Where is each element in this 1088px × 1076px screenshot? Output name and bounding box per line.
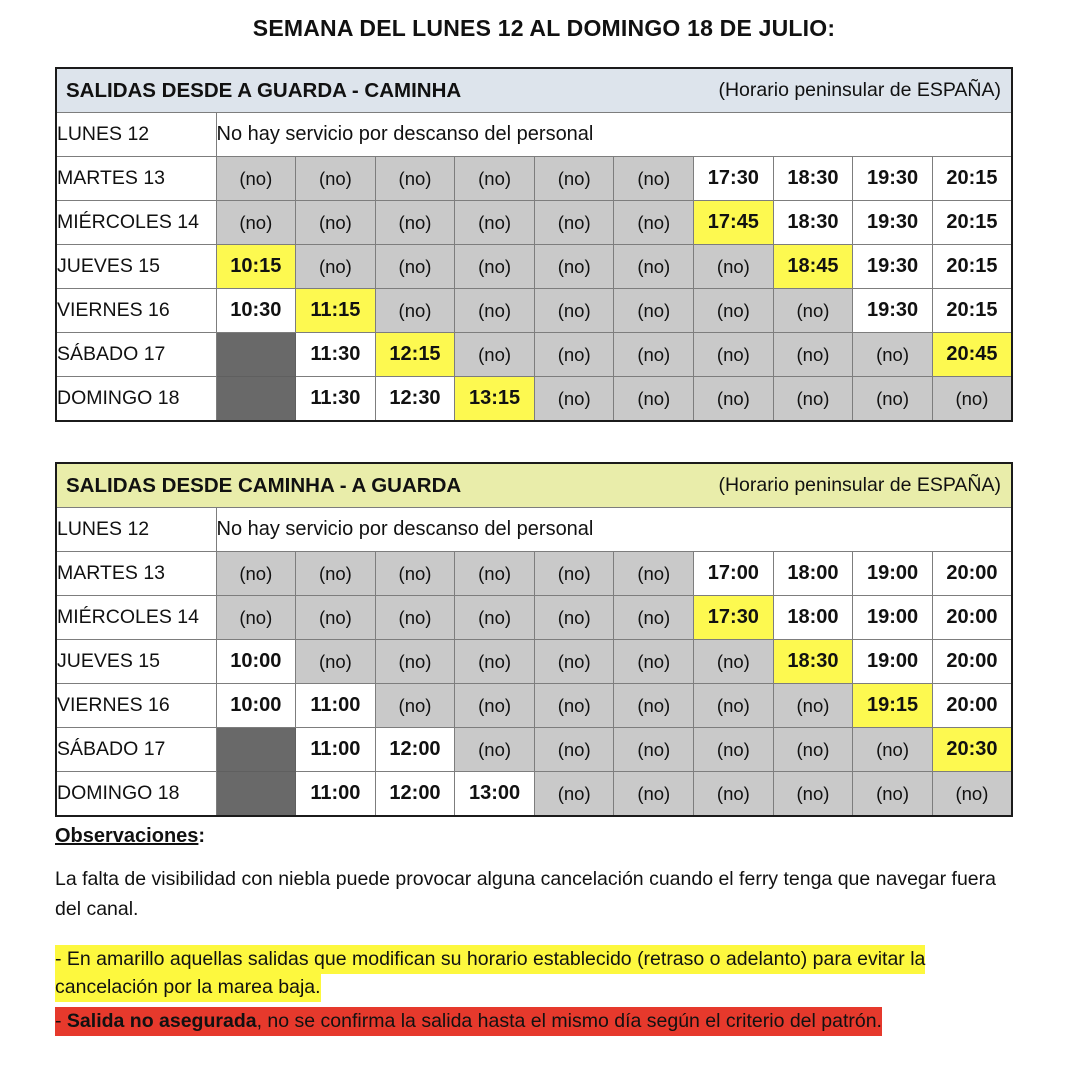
departure-time-cell: 10:30 (216, 289, 296, 333)
schedule-row (56, 289, 1012, 333)
no-service-cell: (no) (296, 596, 376, 640)
departure-time-cell: 18:30 (773, 201, 853, 245)
departure-time-cell: 17:00 (694, 552, 774, 596)
blocked-cell (216, 333, 296, 377)
departure-time-cell: 18:00 (773, 552, 853, 596)
observations-heading (55, 825, 1013, 848)
schedule-row (56, 377, 1012, 422)
no-service-cell: (no) (534, 377, 614, 422)
departure-time-cell: 19:30 (853, 201, 933, 245)
no-service-cell: (no) (614, 728, 694, 772)
day-label: LUNES 12 (56, 508, 216, 552)
no-service-cell: (no) (216, 596, 296, 640)
modified-departure-time-cell: 20:45 (932, 333, 1012, 377)
departure-time-cell: 11:00 (296, 684, 376, 728)
modified-departure-time-cell: 20:30 (932, 728, 1012, 772)
schedule-row (56, 508, 1012, 552)
no-service-cell: (no) (455, 157, 535, 201)
departure-time-cell: 19:00 (853, 552, 933, 596)
observations-section (55, 825, 1013, 1035)
yellow-legend-text: - En amarillo aquellas salidas que modifican su horario establecido (retraso o adelanto) para evitar la cancelación por la marea baja. (55, 945, 925, 1001)
no-service-cell: (no) (773, 684, 853, 728)
day-label: MARTES 13 (56, 552, 216, 596)
departure-time-cell: 11:30 (296, 333, 376, 377)
table-header-row (56, 68, 1012, 113)
departure-time-cell: 20:00 (932, 596, 1012, 640)
departure-time-cell: 20:00 (932, 640, 1012, 684)
no-service-cell: (no) (773, 289, 853, 333)
table-title: SALIDAS DESDE A GUARDA - CAMINHA (66, 78, 462, 102)
modified-departure-time-cell: 11:15 (296, 289, 376, 333)
modified-departure-time-cell: 18:30 (773, 640, 853, 684)
no-service-cell: (no) (614, 772, 694, 817)
schedule-row (56, 728, 1012, 772)
no-service-note: No hay servicio por descanso del personal (216, 113, 1012, 157)
departure-time-cell: 10:00 (216, 684, 296, 728)
no-service-cell: (no) (375, 245, 455, 289)
day-label: SÁBADO 17 (56, 333, 216, 377)
departure-time-cell: 19:00 (853, 640, 933, 684)
departures-table-a-guarda-caminha (55, 67, 1013, 422)
departure-time-cell: 12:00 (375, 772, 455, 817)
table-header (56, 463, 1012, 508)
no-service-cell: (no) (853, 772, 933, 817)
schedule-row (56, 596, 1012, 640)
departure-time-cell: 20:15 (932, 157, 1012, 201)
blocked-cell (216, 772, 296, 817)
schedule-row (56, 684, 1012, 728)
no-service-cell: (no) (455, 640, 535, 684)
no-service-cell: (no) (375, 201, 455, 245)
day-label: JUEVES 15 (56, 640, 216, 684)
no-service-cell: (no) (534, 772, 614, 817)
no-service-cell: (no) (455, 552, 535, 596)
no-service-cell: (no) (694, 333, 774, 377)
no-service-cell: (no) (694, 289, 774, 333)
no-service-cell: (no) (375, 596, 455, 640)
no-service-cell: (no) (614, 596, 694, 640)
no-service-cell: (no) (534, 640, 614, 684)
modified-departure-time-cell: 13:15 (455, 377, 535, 422)
no-service-cell: (no) (614, 201, 694, 245)
no-service-cell: (no) (455, 728, 535, 772)
no-service-cell: (no) (455, 333, 535, 377)
day-label: LUNES 12 (56, 113, 216, 157)
departures-table-caminha-a-guarda (55, 462, 1013, 817)
no-service-cell: (no) (534, 684, 614, 728)
day-label: MIÉRCOLES 14 (56, 201, 216, 245)
no-service-cell: (no) (534, 289, 614, 333)
modified-departure-time-cell: 18:45 (773, 245, 853, 289)
day-label: SÁBADO 17 (56, 728, 216, 772)
departure-time-cell: 12:00 (375, 728, 455, 772)
schedule-row (56, 157, 1012, 201)
red-legend-bold-text: Salida no asegurada (67, 1007, 257, 1036)
no-service-cell: (no) (455, 245, 535, 289)
no-service-cell: (no) (694, 245, 774, 289)
no-service-cell: (no) (614, 289, 694, 333)
no-service-cell: (no) (534, 552, 614, 596)
no-service-cell: (no) (614, 684, 694, 728)
no-service-cell: (no) (694, 640, 774, 684)
red-legend-rest-text: , no se confirma la salida hasta el mismo día según el criterio del patrón. (257, 1007, 882, 1036)
no-service-cell: (no) (296, 157, 376, 201)
no-service-cell: (no) (375, 289, 455, 333)
no-service-cell: (no) (296, 640, 376, 684)
departure-time-cell: 18:30 (773, 157, 853, 201)
no-service-cell: (no) (455, 201, 535, 245)
modified-departure-time-cell: 19:15 (853, 684, 933, 728)
departure-time-cell: 13:00 (455, 772, 535, 817)
no-service-cell: (no) (614, 640, 694, 684)
fog-warning-paragraph: La falta de visibilidad con niebla puede provocar alguna cancelación cuando el ferry tenga que navegar fuera del canal. (55, 868, 996, 921)
no-service-cell: (no) (296, 552, 376, 596)
departure-time-cell: 11:30 (296, 377, 376, 422)
table-header-content (57, 474, 1011, 498)
no-service-cell: (no) (694, 684, 774, 728)
no-service-cell: (no) (694, 728, 774, 772)
no-service-cell: (no) (534, 245, 614, 289)
no-service-cell: (no) (614, 377, 694, 422)
no-service-cell: (no) (296, 201, 376, 245)
no-service-cell: (no) (773, 333, 853, 377)
red-legend-note (55, 1008, 1013, 1035)
no-service-cell: (no) (694, 377, 774, 422)
modified-departure-time-cell: 12:15 (375, 333, 455, 377)
no-service-cell: (no) (375, 157, 455, 201)
modified-departure-time-cell: 17:30 (694, 596, 774, 640)
no-service-cell: (no) (694, 772, 774, 817)
table-header-row (56, 463, 1012, 508)
no-service-cell: (no) (534, 201, 614, 245)
departure-time-cell: 20:00 (932, 552, 1012, 596)
no-service-cell: (no) (534, 728, 614, 772)
day-label: MARTES 13 (56, 157, 216, 201)
no-service-cell: (no) (773, 728, 853, 772)
departure-time-cell: 20:15 (932, 289, 1012, 333)
no-service-cell: (no) (216, 201, 296, 245)
no-service-cell: (no) (853, 377, 933, 422)
day-label: MIÉRCOLES 14 (56, 596, 216, 640)
timezone-note: (Horario peninsular de ESPAÑA) (718, 474, 1001, 496)
no-service-cell: (no) (614, 552, 694, 596)
yellow-legend-note (55, 946, 1005, 1001)
page-title: SEMANA DEL LUNES 12 AL DOMINGO 18 DE JULIO: (252, 15, 836, 41)
no-service-cell: (no) (853, 728, 933, 772)
no-service-cell: (no) (375, 552, 455, 596)
no-service-cell: (no) (216, 552, 296, 596)
departure-time-cell: 19:30 (853, 245, 933, 289)
no-service-cell: (no) (534, 157, 614, 201)
observations-heading-colon: : (198, 825, 206, 847)
schedule-row (56, 333, 1012, 377)
modified-departure-time-cell: 17:45 (694, 201, 774, 245)
departure-time-cell: 17:30 (694, 157, 774, 201)
departure-time-cell: 11:00 (296, 728, 376, 772)
no-service-cell: (no) (455, 289, 535, 333)
table-header-content (57, 79, 1011, 103)
departure-time-cell: 18:00 (773, 596, 853, 640)
table-title: SALIDAS DESDE CAMINHA - A GUARDA (66, 473, 462, 497)
no-service-cell: (no) (375, 640, 455, 684)
no-service-cell: (no) (534, 333, 614, 377)
no-service-cell: (no) (614, 245, 694, 289)
day-label: DOMINGO 18 (56, 377, 216, 422)
no-service-cell: (no) (614, 157, 694, 201)
departure-time-cell: 20:15 (932, 245, 1012, 289)
no-service-cell: (no) (773, 772, 853, 817)
departure-time-cell: 19:00 (853, 596, 933, 640)
departure-time-cell: 20:15 (932, 201, 1012, 245)
no-service-cell: (no) (853, 333, 933, 377)
departure-time-cell: 12:30 (375, 377, 455, 422)
departure-time-cell: 10:00 (216, 640, 296, 684)
no-service-cell: (no) (932, 377, 1012, 422)
table-header (56, 68, 1012, 113)
departure-time-cell: 20:00 (932, 684, 1012, 728)
no-service-cell: (no) (614, 333, 694, 377)
timezone-note: (Horario peninsular de ESPAÑA) (718, 79, 1001, 101)
day-label: JUEVES 15 (56, 245, 216, 289)
no-service-cell: (no) (534, 596, 614, 640)
departure-time-cell: 11:00 (296, 772, 376, 817)
red-legend-prefix: - (55, 1007, 67, 1036)
no-service-cell: (no) (296, 245, 376, 289)
blocked-cell (216, 728, 296, 772)
departure-time-cell: 19:30 (853, 289, 933, 333)
day-label: VIERNES 16 (56, 684, 216, 728)
no-service-cell: (no) (216, 157, 296, 201)
no-service-cell: (no) (773, 377, 853, 422)
no-service-cell: (no) (455, 596, 535, 640)
schedule-row (56, 772, 1012, 817)
departure-time-cell: 19:30 (853, 157, 933, 201)
schedule-row (56, 640, 1012, 684)
observations-heading-text: Observaciones (55, 825, 199, 847)
schedule-row (56, 552, 1012, 596)
no-service-cell: (no) (932, 772, 1012, 817)
no-service-cell: (no) (375, 684, 455, 728)
blocked-cell (216, 377, 296, 422)
day-label: VIERNES 16 (56, 289, 216, 333)
schedule-row (56, 113, 1012, 157)
day-label: DOMINGO 18 (56, 772, 216, 817)
no-service-cell: (no) (455, 684, 535, 728)
modified-departure-time-cell: 10:15 (216, 245, 296, 289)
no-service-note: No hay servicio por descanso del personal (216, 508, 1012, 552)
schedule-row (56, 245, 1012, 289)
schedule-row (56, 201, 1012, 245)
